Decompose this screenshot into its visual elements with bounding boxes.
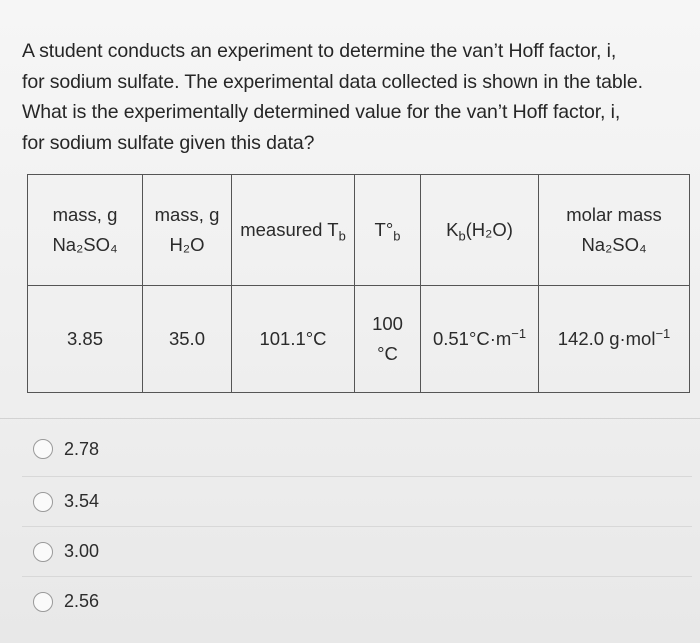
radio-button[interactable] — [33, 542, 53, 562]
cell-tb-pure — [355, 286, 421, 393]
header-subscript: b — [393, 228, 401, 244]
cell-molar-mass — [539, 286, 690, 393]
header-measured-tb — [232, 175, 355, 286]
answer-option[interactable] — [22, 577, 692, 626]
table-row — [28, 286, 690, 393]
question-line: What is the experimentally determined value for the van’t Hoff factor, i, — [22, 101, 621, 123]
cell-value: 0.51°C·m — [432, 328, 512, 349]
divider — [0, 418, 700, 419]
radio-button[interactable] — [33, 439, 53, 459]
header-molar-mass — [539, 175, 690, 286]
header-text: molar mass — [566, 204, 662, 225]
header-text: mass, g — [154, 204, 220, 225]
header-subscript: b — [458, 228, 466, 244]
header-formula: Na₂SO₄ — [581, 234, 647, 255]
answer-label: 2.56 — [64, 591, 100, 611]
header-text: K — [446, 219, 459, 240]
answer-option[interactable] — [22, 477, 692, 527]
header-mass-solute — [28, 175, 143, 286]
header-text: T° — [374, 219, 394, 240]
cell-unit: °C — [377, 343, 398, 364]
header-kb — [421, 175, 539, 286]
cell-exponent: −1 — [655, 325, 671, 341]
cell-mass-solvent: 35.0 — [143, 286, 232, 393]
cell-value: 100 — [372, 313, 403, 334]
header-mass-solvent — [143, 175, 232, 286]
answer-label: 3.00 — [64, 541, 100, 561]
header-formula: H₂O — [169, 234, 205, 255]
question-text — [22, 36, 692, 158]
cell-kb — [421, 286, 539, 393]
cell-value: 142.0 g·mol — [557, 328, 656, 349]
cell-measured-tb: 101.1°C — [232, 286, 355, 393]
cell-exponent: −1 — [511, 325, 527, 341]
data-table — [27, 174, 690, 393]
radio-button[interactable] — [33, 492, 53, 512]
answer-label: 2.78 — [64, 438, 100, 459]
question-line: for sodium sulfate given this data? — [22, 131, 315, 154]
table-header-row — [28, 175, 690, 286]
header-tb-pure — [355, 175, 421, 286]
cell-mass-solute: 3.85 — [28, 286, 143, 393]
question-line: for sodium sulfate. The experimental data collected is shown in the table. — [22, 70, 643, 93]
header-text: mass, g — [52, 204, 118, 225]
header-formula: Na₂SO₄ — [52, 234, 118, 255]
header-text: (H₂O) — [465, 219, 513, 240]
header-text: measured T — [240, 219, 339, 240]
header-subscript: b — [338, 228, 346, 244]
radio-button[interactable] — [33, 592, 53, 612]
answer-option[interactable] — [22, 422, 692, 477]
answer-option[interactable] — [22, 527, 692, 577]
answer-options — [22, 422, 692, 626]
question-line: A student conducts an experiment to determine the van’t Hoff factor, i, — [22, 40, 617, 62]
answer-label: 3.54 — [64, 491, 100, 511]
